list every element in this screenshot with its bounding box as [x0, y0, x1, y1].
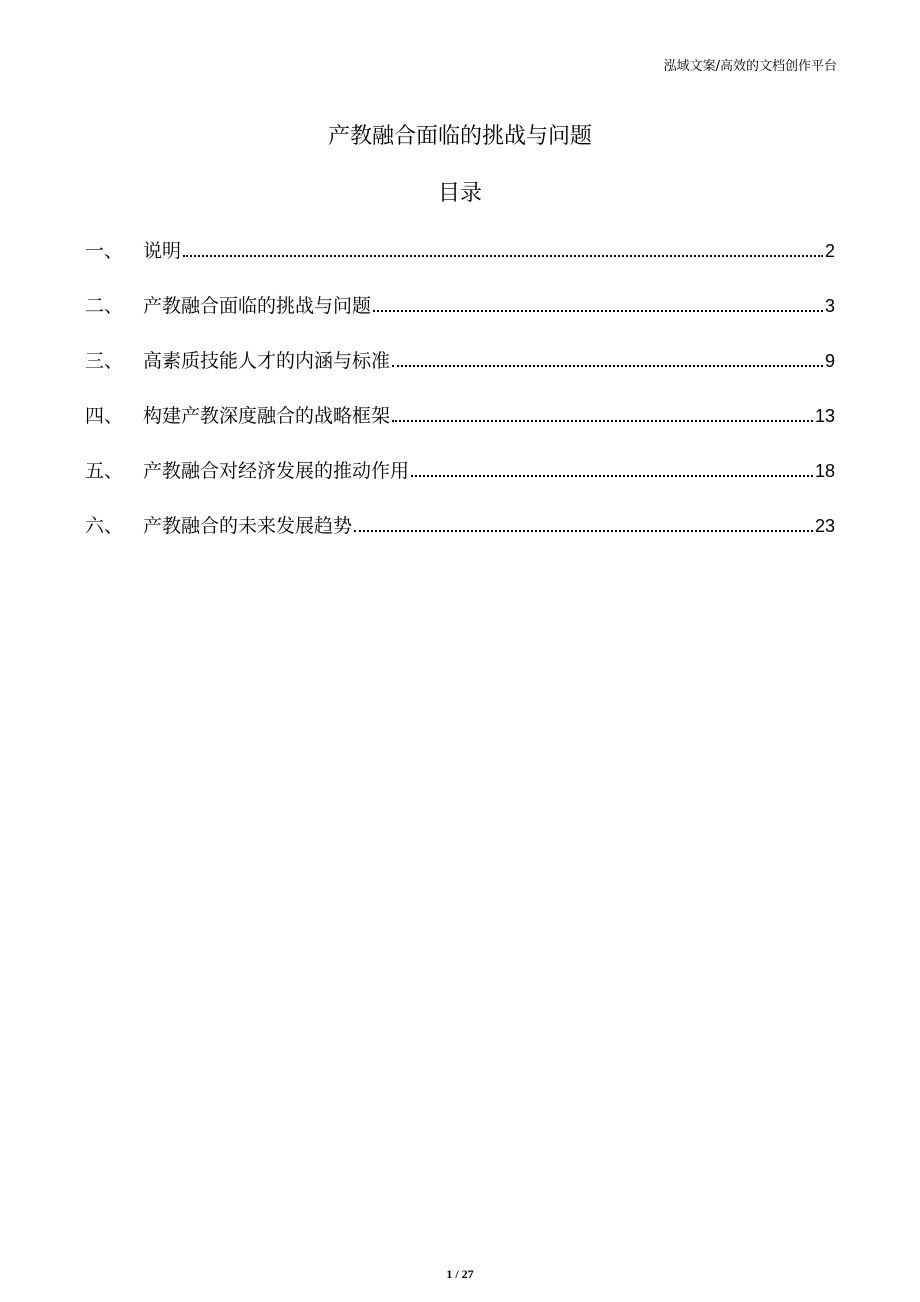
toc-entry-page: 2 — [824, 241, 835, 261]
toc-entry-3[interactable] — [85, 346, 835, 376]
toc-heading: 目录 — [437, 181, 482, 206]
toc-entry-5[interactable] — [85, 456, 835, 486]
page-header-text: 泓域文案/高效的文档创作平台 — [663, 59, 837, 74]
toc-entry-2[interactable] — [85, 291, 835, 321]
table-of-contents — [85, 236, 835, 566]
toc-entry-page: 9 — [824, 351, 835, 371]
toc-entry-number: 五、 — [85, 460, 124, 482]
toc-entry-6[interactable] — [85, 511, 835, 541]
toc-entry-number: 四、 — [85, 405, 124, 427]
toc-entry-page: 23 — [814, 516, 835, 536]
toc-dot-leader — [183, 254, 823, 257]
toc-entry-label: 产教融合的未来发展趋势 — [143, 515, 353, 537]
toc-entry-number: 一、 — [85, 240, 124, 262]
toc-dot-leader — [373, 309, 823, 312]
toc-entry-number: 三、 — [85, 350, 124, 372]
toc-entry-label: 产教融合面临的挑战与问题 — [143, 295, 372, 317]
toc-dot-leader — [411, 474, 813, 477]
toc-entry-label: 产教融合对经济发展的推动作用 — [143, 460, 410, 482]
document-title: 产教融合面临的挑战与问题 — [327, 124, 592, 149]
toc-entry-page: 18 — [814, 461, 835, 481]
toc-entry-4[interactable] — [85, 401, 835, 431]
toc-entry-number: 六、 — [85, 515, 124, 537]
toc-entry-label: 说明 — [143, 240, 182, 262]
toc-entry-label: 高素质技能人才的内涵与标准 — [143, 350, 391, 372]
toc-entry-page: 3 — [824, 296, 835, 316]
toc-entry-page: 13 — [814, 406, 835, 426]
toc-entry-label: 构建产教深度融合的战略框架 — [143, 405, 391, 427]
toc-entry-number: 二、 — [85, 295, 124, 317]
toc-dot-leader — [354, 529, 813, 532]
toc-entry-1[interactable] — [85, 236, 835, 266]
toc-dot-leader — [392, 419, 813, 422]
page-number-indicator: 1 / 27 — [446, 1267, 474, 1281]
toc-dot-leader — [392, 364, 823, 367]
